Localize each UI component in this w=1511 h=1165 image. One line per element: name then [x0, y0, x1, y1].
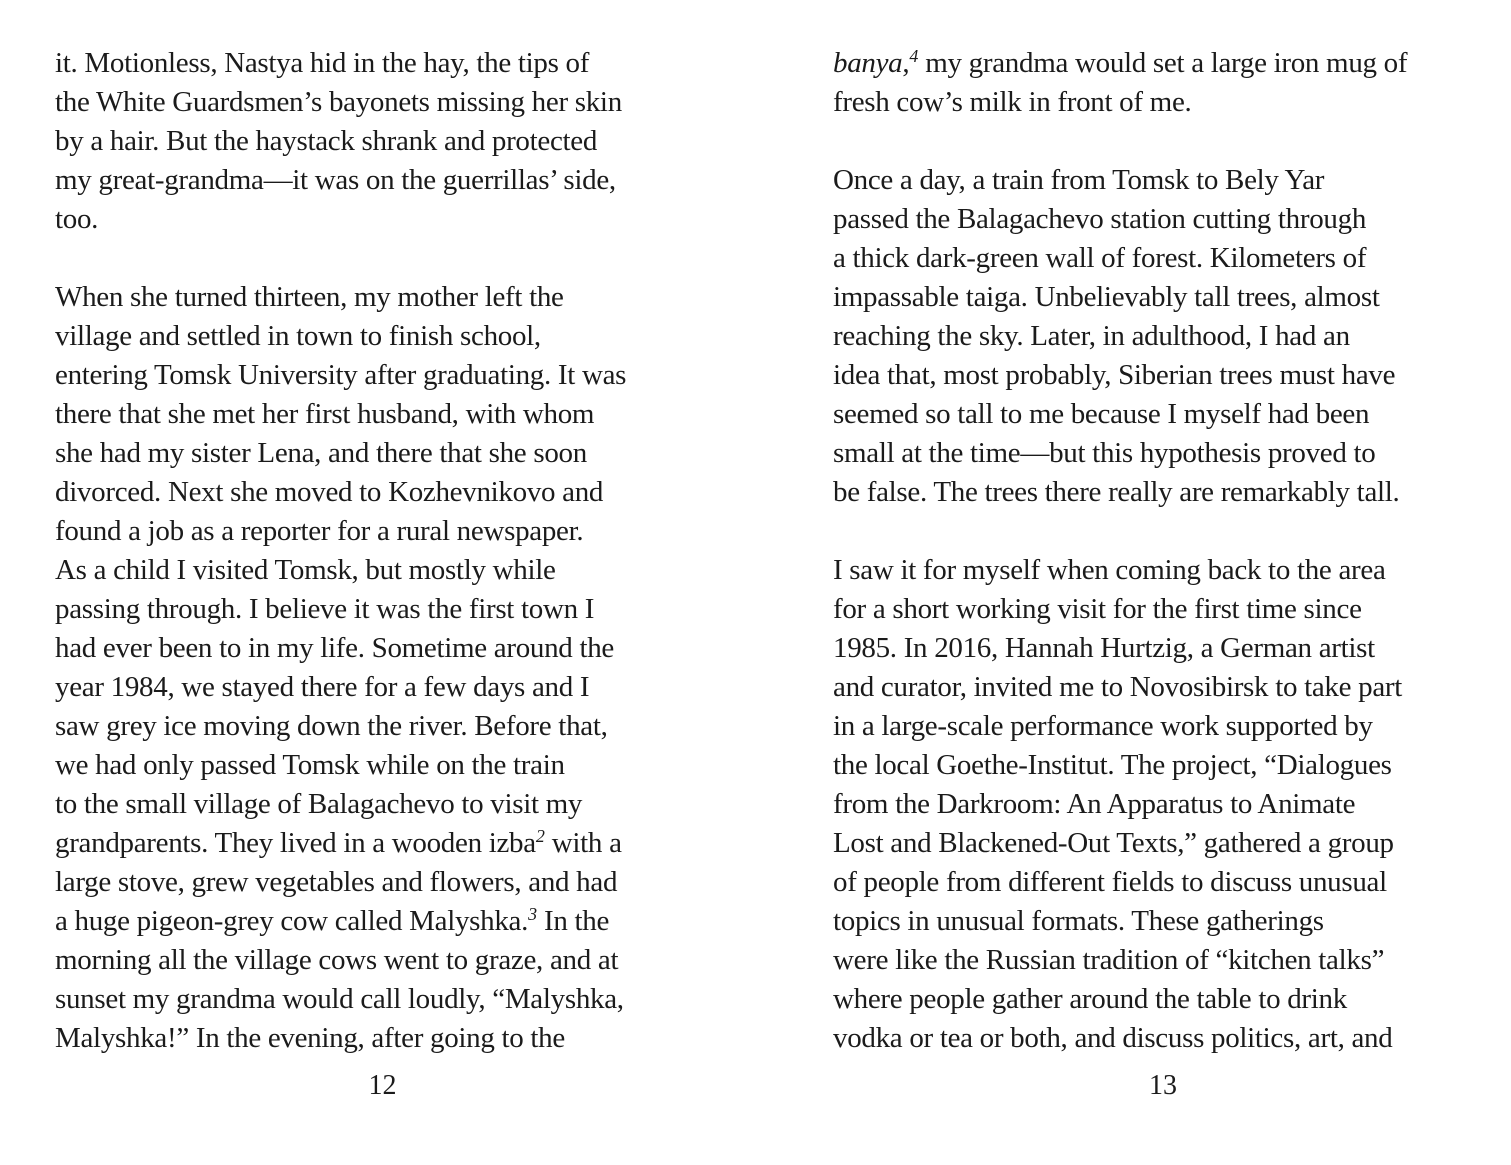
- text-segment: found a job as a reporter for a rural newspaper.: [55, 515, 584, 547]
- text-line: [55, 668, 710, 707]
- text-line: [55, 824, 710, 863]
- text-line: [833, 863, 1493, 902]
- text-segment: be false. The trees there really are remarkably tall.: [833, 476, 1400, 508]
- text-segment: divorced. Next she moved to Kozhevnikovo and: [55, 476, 604, 508]
- text-line: [833, 902, 1493, 941]
- text-segment: of people from different fields to discuss unusual: [833, 866, 1387, 898]
- text-line: [55, 941, 710, 980]
- text-segment: with a: [544, 827, 622, 859]
- text-segment: seemed so tall to me because I myself had been: [833, 398, 1370, 430]
- text-line: [833, 668, 1493, 707]
- paragraph: [833, 161, 1493, 512]
- text-segment: the White Guardsmen’s bayonets missing her skin: [55, 86, 622, 118]
- text-segment: my great-grandma—it was on the guerrillas’ side,: [55, 164, 616, 196]
- text-line: [55, 44, 710, 83]
- text-line: [833, 239, 1493, 278]
- text-segment: were like the Russian tradition of “kitchen talks”: [833, 944, 1385, 976]
- text-segment: had ever been to in my life. Sometime around the: [55, 632, 614, 664]
- text-segment: she had my sister Lena, and there that she soon: [55, 437, 587, 469]
- text-line: [55, 707, 710, 746]
- text-line: [55, 356, 710, 395]
- text-segment: entering Tomsk University after graduating. It was: [55, 359, 627, 391]
- text-line: [833, 824, 1493, 863]
- paragraph: [55, 278, 710, 1058]
- text-line: [833, 395, 1493, 434]
- text-segment: and curator, invited me to Novosibirsk to take part: [833, 671, 1403, 703]
- left-page-number: 12: [368, 1070, 397, 1101]
- text-segment: When she turned thirteen, my mother left the: [55, 281, 564, 313]
- text-segment: reaching the sky. Later, in adulthood, I had an: [833, 320, 1350, 352]
- text-segment: a huge pigeon-grey cow called Malyshka.: [55, 905, 529, 937]
- text-line: [55, 590, 710, 629]
- paragraph: [55, 44, 710, 239]
- text-segment: passed the Balagachevo station cutting through: [833, 203, 1367, 235]
- text-segment: Malyshka!” In the evening, after going to the: [55, 1022, 565, 1054]
- right-page-text-column: [833, 44, 1493, 1058]
- text-line: [55, 551, 710, 590]
- text-line: [55, 746, 710, 785]
- text-line: [833, 551, 1493, 590]
- footnote-reference: 4: [909, 46, 919, 67]
- text-segment: too.: [55, 203, 99, 235]
- text-segment: grandparents. They lived in a wooden izba: [55, 827, 536, 859]
- text-segment: small at the time—but this hypothesis proved to: [833, 437, 1376, 469]
- text-line: [55, 902, 710, 941]
- text-segment: a thick dark-green wall of forest. Kilometers of: [833, 242, 1367, 274]
- text-segment: we had only passed Tomsk while on the train: [55, 749, 565, 781]
- text-line: [55, 785, 710, 824]
- text-segment: As a child I visited Tomsk, but mostly while: [55, 554, 556, 586]
- text-segment: village and settled in town to finish school,: [55, 320, 541, 352]
- text-segment: it. Motionless, Nastya hid in the hay, the tips of: [55, 47, 590, 79]
- text-segment: for a short working visit for the first time since: [833, 593, 1362, 625]
- text-segment: where people gather around the table to drink: [833, 983, 1347, 1015]
- text-line: [833, 161, 1493, 200]
- text-line: [833, 473, 1493, 512]
- footnote-reference: 2: [535, 826, 545, 847]
- text-segment: there that she met her first husband, with whom: [55, 398, 595, 430]
- text-line: [833, 317, 1493, 356]
- text-line: [55, 629, 710, 668]
- text-segment: topics in unusual formats. These gatherings: [833, 905, 1324, 937]
- italic-term: banya: [833, 47, 903, 79]
- text-line: [55, 83, 710, 122]
- text-line: [833, 278, 1493, 317]
- text-segment: vodka or tea or both, and discuss politics, art, and: [833, 1022, 1393, 1054]
- text-segment: sunset my grandma would call loudly, “Malyshka,: [55, 983, 624, 1015]
- text-line: [833, 746, 1493, 785]
- text-line: [833, 200, 1493, 239]
- text-line: [55, 512, 710, 551]
- text-line: [55, 1019, 710, 1058]
- text-segment: year 1984, we stayed there for a few days and I: [55, 671, 590, 703]
- paragraph: [833, 44, 1493, 122]
- text-segment: in a large-scale performance work supported by: [833, 710, 1373, 742]
- text-line: [55, 395, 710, 434]
- text-line: [833, 356, 1493, 395]
- text-line: [55, 161, 710, 200]
- text-line: [833, 629, 1493, 668]
- text-line: [55, 863, 710, 902]
- text-segment: ,: [902, 47, 910, 79]
- text-line: [55, 122, 710, 161]
- text-segment: Lost and Blackened-Out Texts,” gathered a group: [833, 827, 1394, 859]
- text-line: [833, 941, 1493, 980]
- text-segment: saw grey ice moving down the river. Before that,: [55, 710, 608, 742]
- text-line: [55, 317, 710, 356]
- text-line: [55, 473, 710, 512]
- text-line: [833, 1019, 1493, 1058]
- paragraph: [833, 551, 1493, 1058]
- text-line: [833, 590, 1493, 629]
- text-segment: the local Goethe-Institut. The project, “Dialogues: [833, 749, 1392, 781]
- text-segment: fresh cow’s milk in front of me.: [833, 86, 1192, 118]
- text-line: [55, 200, 710, 239]
- left-page-text-column: [55, 44, 710, 1058]
- text-segment: In the: [537, 905, 610, 937]
- text-segment: Once a day, a train from Tomsk to Bely Yar: [833, 164, 1325, 196]
- text-line: [55, 980, 710, 1019]
- text-line: [833, 785, 1493, 824]
- text-line: [833, 707, 1493, 746]
- text-segment: 1985. In 2016, Hannah Hurtzig, a German artist: [833, 632, 1375, 664]
- text-segment: impassable taiga. Unbelievably tall trees, almost: [833, 281, 1380, 313]
- text-line: [833, 83, 1493, 122]
- text-line: [55, 278, 710, 317]
- text-segment: from the Darkroom: An Apparatus to Animate: [833, 788, 1356, 820]
- text-segment: my grandma would set a large iron mug of: [918, 47, 1408, 79]
- text-line: [55, 434, 710, 473]
- text-line: [833, 980, 1493, 1019]
- text-segment: to the small village of Balagachevo to visit my: [55, 788, 583, 820]
- text-segment: by a hair. But the haystack shrank and protected: [55, 125, 598, 157]
- text-line: [833, 44, 1493, 83]
- footnote-reference: 3: [528, 904, 538, 925]
- text-line: [833, 434, 1493, 473]
- text-segment: large stove, grew vegetables and flowers, and had: [55, 866, 618, 898]
- text-segment: morning all the village cows went to graze, and at: [55, 944, 619, 976]
- text-segment: passing through. I believe it was the first town I: [55, 593, 595, 625]
- text-segment: I saw it for myself when coming back to the area: [833, 554, 1386, 586]
- right-page-number: 13: [1149, 1070, 1177, 1101]
- text-segment: idea that, most probably, Siberian trees must have: [833, 359, 1396, 391]
